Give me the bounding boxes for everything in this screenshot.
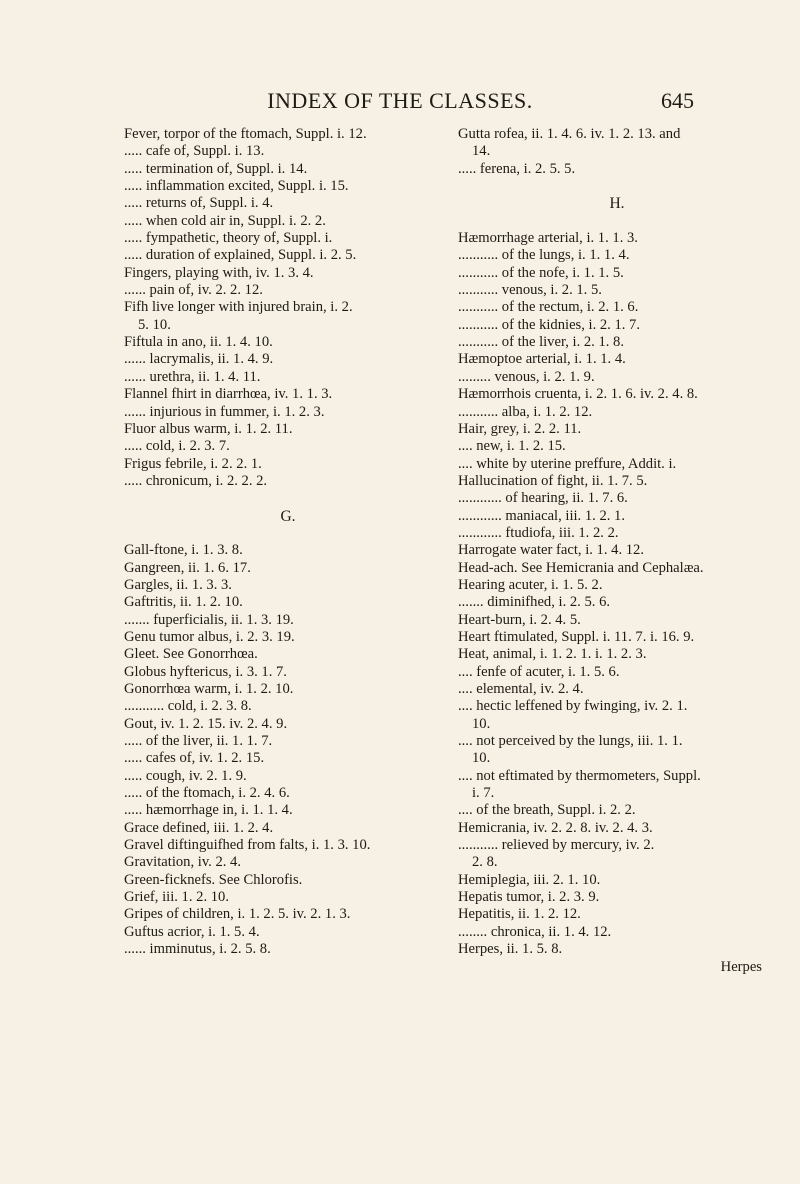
index-entry: Gleet. See Gonorrhœa.: [124, 646, 258, 663]
page-number: 645: [661, 88, 694, 113]
index-entry: ....... fuperficialis, ii. 1. 3. 19.: [124, 611, 294, 628]
index-entry: Hæmorrhage arterial, i. 1. 1. 3.: [458, 230, 638, 247]
spacer: [458, 213, 776, 230]
index-entry-continuation: 10.: [472, 750, 491, 767]
index-entry: Fifh live longer with injured brain, i. 2.: [124, 299, 353, 316]
index-entry: .... not perceived by the lungs, iii. 1. 1.: [458, 733, 683, 750]
index-entry: ........... of the rectum, i. 2. 1. 6.: [458, 299, 639, 316]
section-letter: H.: [609, 195, 625, 213]
index-entry: ..... cough, iv. 2. 1. 9.: [124, 767, 247, 784]
index-entry: Grace defined, iii. 1. 2. 4.: [124, 819, 274, 836]
index-entry: Harrogate water fact, i. 1. 4. 12.: [458, 542, 644, 559]
index-entry: Hepatitis, ii. 1. 2. 12.: [458, 906, 581, 923]
index-entry: .... hectic leffened by fwinging, iv. 2. 1.: [458, 698, 688, 715]
index-entry: ..... of the liver, ii. 1. 1. 7.: [124, 733, 273, 750]
spacer: [124, 525, 452, 542]
index-entry: .... not eftimated by thermometers, Suppl.: [458, 767, 701, 784]
index-entry: ...... urethra, ii. 1. 4. 11.: [124, 368, 261, 385]
index-entry: Gravel diftinguifhed from falts, i. 1. 3. 10.: [124, 837, 371, 854]
index-entry: ........ chronica, ii. 1. 4. 12.: [458, 923, 612, 940]
index-entry: ..... termination of, Suppl. i. 14.: [124, 160, 308, 177]
index-entry: .... of the breath, Suppl. i. 2. 2.: [458, 802, 636, 819]
index-entry-continuation: 5. 10.: [138, 316, 171, 333]
index-entry: ..... inflammation excited, Suppl. i. 15.: [124, 178, 349, 195]
catchword: Herpes: [720, 958, 762, 975]
index-entry-continuation: 2. 8.: [472, 854, 498, 871]
index-entry: ...... lacrymalis, ii. 1. 4. 9.: [124, 351, 274, 368]
index-entry: ..... ferena, i. 2. 5. 5.: [458, 160, 576, 177]
index-entry: .... fenfe of acuter, i. 1. 5. 6.: [458, 663, 620, 680]
index-entry: Hæmoptoe arterial, i. 1. 1. 4.: [458, 351, 626, 368]
index-entry: ........... of the lungs, i. 1. 1. 4.: [458, 247, 630, 264]
index-entry: Fluor albus warm, i. 1. 2. 11.: [124, 420, 293, 437]
index-entry: ............ of hearing, ii. 1. 7. 6.: [458, 490, 628, 507]
index-entry: ........... of the liver, i. 2. 1. 8.: [458, 334, 625, 351]
index-entry: Frigus febrile, i. 2. 2. 1.: [124, 455, 262, 472]
index-entry: ...... injurious in fummer, i. 1. 2. 3.: [124, 403, 325, 420]
index-entry: Hæmorrhois cruenta, i. 2. 1. 6. iv. 2. 4. 8.: [458, 386, 698, 403]
index-entry: Gutta rofea, ii. 1. 4. 6. iv. 1. 2. 13. and: [458, 126, 681, 142]
index-entry: ........... alba, i. 1. 2. 12.: [458, 403, 593, 420]
index-entry: Green-ficknefs. See Chlorofis.: [124, 871, 303, 888]
index-entry-continuation: 10.: [472, 715, 491, 732]
page-title: INDEX OF THE CLASSES.: [267, 88, 533, 113]
index-entry: ..... cafes of, iv. 1. 2. 15.: [124, 750, 265, 767]
index-entry: Gravitation, iv. 2. 4.: [124, 854, 241, 871]
index-entry: ............ maniacal, iii. 1. 2. 1.: [458, 507, 625, 524]
index-entry: ....... diminifhed, i. 2. 5. 6.: [458, 594, 611, 611]
spacer: [458, 178, 776, 195]
index-entry: Hemiplegia, iii. 2. 1. 10.: [458, 871, 601, 888]
index-entry-continuation: i. 7.: [472, 785, 495, 802]
index-entry: Head-ach. See Hemicrania and Cephalæa.: [458, 559, 704, 576]
index-entry: ..... returns of, Suppl. i. 4.: [124, 195, 274, 212]
left-index-column: [124, 126, 452, 959]
index-entry: ..... cold, i. 2. 3. 7.: [124, 438, 230, 455]
index-entry-continuation: 14.: [472, 143, 491, 160]
index-entry: Gonorrhœa warm, i. 1. 2. 10.: [124, 681, 294, 697]
index-entry: ........... relieved by mercury, iv. 2.: [458, 837, 655, 854]
index-entry: Genu tumor albus, i. 2. 3. 19.: [124, 628, 295, 645]
index-entry: .... new, i. 1. 2. 15.: [458, 438, 566, 455]
index-entry: ......... venous, i. 2. 1. 9.: [458, 368, 595, 385]
index-entry: Gargles, ii. 1. 3. 3.: [124, 576, 232, 593]
index-entry: Heart ftimulated, Suppl. i. 11. 7. i. 16. 9.: [458, 628, 695, 645]
index-entry: ........... cold, i. 2. 3. 8.: [124, 698, 252, 715]
index-entry: Hallucination of fight, ii. 1. 7. 5.: [458, 472, 648, 489]
index-entry: Gall-ftone, i. 1. 3. 8.: [124, 542, 243, 559]
index-entry: ............ ftudiofa, iii. 1. 2. 2.: [458, 524, 619, 541]
index-entry: ...... pain of, iv. 2. 2. 12.: [124, 282, 263, 299]
index-entry: Hepatis tumor, i. 2. 3. 9.: [458, 889, 600, 906]
index-entry: Fiftula in ano, ii. 1. 4. 10.: [124, 334, 273, 351]
index-entry: Heart-burn, i. 2. 4. 5.: [458, 611, 581, 628]
index-entry: Hearing acuter, i. 1. 5. 2.: [458, 576, 603, 593]
index-entry: ...... imminutus, i. 2. 5. 8.: [124, 941, 271, 958]
index-entry: .... white by uterine preffure, Addit. i.: [458, 455, 677, 472]
index-entry: Herpes, ii. 1. 5. 8.: [458, 941, 563, 958]
index-entry: ..... fympathetic, theory of, Suppl. i.: [124, 230, 333, 247]
right-index-column: [458, 126, 776, 976]
index-entry: ........... of the kidnies, i. 2. 1. 7.: [458, 316, 641, 333]
index-entry: ..... when cold air in, Suppl. i. 2. 2.: [124, 212, 326, 229]
page-header: [0, 88, 800, 114]
index-entry: Gaftritis, ii. 1. 2. 10.: [124, 594, 243, 611]
index-entry: ..... duration of explained, Suppl. i. 2. 5.: [124, 247, 357, 264]
index-entry: Gripes of children, i. 1. 2. 5. iv. 2. 1. 3.: [124, 906, 351, 923]
index-entry: Globus hyftericus, i. 3. 1. 7.: [124, 663, 287, 680]
index-entry: Hemicrania, iv. 2. 2. 8. iv. 2. 4. 3.: [458, 819, 653, 836]
index-entry: .... elemental, iv. 2. 4.: [458, 681, 584, 697]
index-entry: ........... of the nofe, i. 1. 1. 5.: [458, 264, 624, 281]
index-entry: Flannel fhirt in diarrhœa, iv. 1. 1. 3.: [124, 386, 333, 403]
index-entry: Fever, torpor of the ftomach, Suppl. i. 12.: [124, 126, 367, 142]
section-letter: G.: [280, 507, 296, 525]
index-entry: ..... of the ftomach, i. 2. 4. 6.: [124, 785, 290, 802]
index-entry: Fingers, playing with, iv. 1. 3. 4.: [124, 264, 314, 281]
spacer: [124, 490, 452, 507]
index-entry: ..... hæmorrhage in, i. 1. 1. 4.: [124, 802, 293, 819]
index-entry: ..... cafe of, Suppl. i. 13.: [124, 143, 265, 160]
index-entry: Gout, iv. 1. 2. 15. iv. 2. 4. 9.: [124, 715, 288, 732]
index-entry: ..... chronicum, i. 2. 2. 2.: [124, 472, 268, 489]
index-entry: Heat, animal, i. 1. 2. 1. i. 1. 2. 3.: [458, 646, 647, 663]
index-entry: ........... venous, i. 2. 1. 5.: [458, 282, 602, 299]
index-entry: Gangreen, ii. 1. 6. 17.: [124, 559, 251, 576]
index-entry: Guftus acrior, i. 1. 5. 4.: [124, 923, 260, 940]
index-entry: Hair, grey, i. 2. 2. 11.: [458, 420, 582, 437]
index-entry: Grief, iii. 1. 2. 10.: [124, 889, 229, 906]
